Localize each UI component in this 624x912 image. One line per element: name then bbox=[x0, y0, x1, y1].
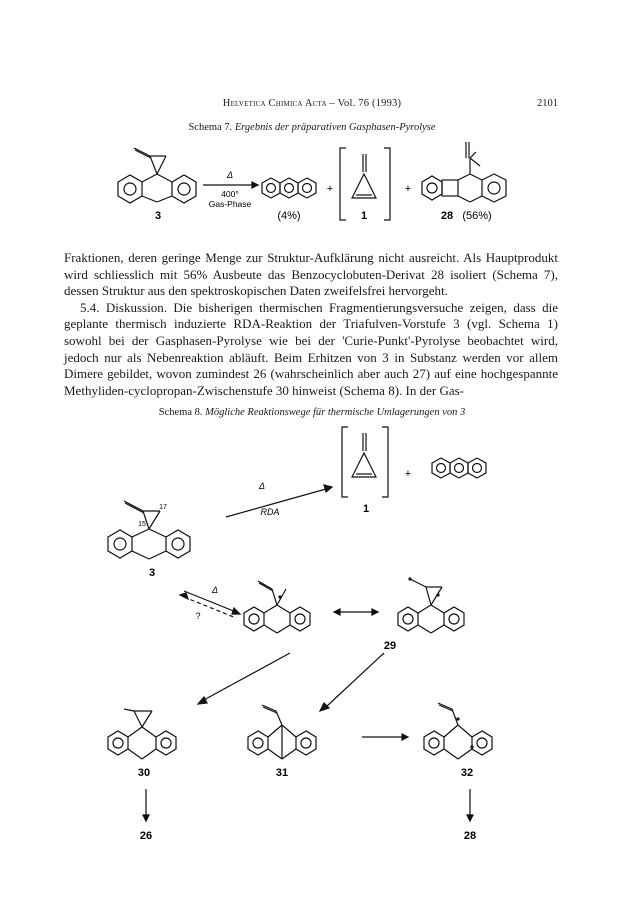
s8-atom17: 17 bbox=[159, 504, 167, 511]
page-number: 2101 bbox=[537, 98, 558, 109]
s8-compound-31-structure bbox=[248, 705, 316, 759]
compound-3-structure bbox=[118, 148, 196, 203]
s8-compound-29b-structure bbox=[398, 579, 464, 633]
schema7-arrow-mid: 400° bbox=[221, 189, 239, 199]
s8-label-31: 31 bbox=[275, 767, 289, 779]
s8-label-29: 29 bbox=[383, 640, 397, 652]
schema7-plus-2: + bbox=[404, 183, 412, 195]
s8-compound-32-structure bbox=[424, 703, 492, 759]
s8-compound-3-structure bbox=[108, 501, 190, 559]
schema7-plus-1: + bbox=[326, 183, 334, 195]
compound-28-structure bbox=[422, 142, 506, 202]
anthracene-structure bbox=[262, 178, 316, 198]
schema7-caption bbox=[0, 122, 624, 133]
schema8-caption-title: Mögliche Reaktionswege für thermische Umlagerungen von 3 bbox=[205, 407, 466, 418]
s8-question: ? bbox=[195, 611, 201, 621]
s8-anthracene-structure bbox=[432, 458, 486, 478]
s8-label-30: 30 bbox=[137, 767, 151, 779]
s8-compound-29a-structure bbox=[244, 581, 310, 633]
s8-rda-delta: Δ bbox=[258, 481, 266, 491]
schema7-arrow-top: Δ bbox=[226, 170, 234, 180]
s8-label-1: 1 bbox=[362, 503, 370, 515]
paragraph-1: Fraktionen, deren geringe Menge zur Struktur-Aufklärung nicht ausreicht. Als Hauptprodukt wird schliesslich mit 56% Ausbeute das Benzocyclobuten-Derivat 28 isoliert (Schema 7), dessen Struktur aus den spektroskopischen Daten zweifelsfrei hervorgeht. bbox=[64, 250, 558, 299]
schema7-label-1: 1 bbox=[360, 210, 368, 222]
paragraph-2: 5.4. Diskussion. Die bisherigen thermischen Fragmentierungsversuche zeigen, dass die geplante thermisch induzierte RDA-Reaktion der Triafulven-Vorstufe 3 (vgl. Schema 1) sowohl bei der Gasphasen-Pyrolyse wie bei der 'Curie-Punkt'-Pyrolyse beobachtet wird, jedoch nur als Nebenreaktion abläuft. Beim Erhitzen von 3 in Substanz werden vor allem Dimere gebildet, wovon zumindest 26 (wahrscheinlich aber auch 27) auf eine hochgespannte Methyliden-cyclopropan-Zwischenstufe 30 hinweist (Schema 8). In der Gas- bbox=[64, 299, 558, 398]
body-text bbox=[64, 250, 558, 399]
s8-label-32: 32 bbox=[460, 767, 474, 779]
schema7-caption-prefix: Schema 7. bbox=[188, 122, 233, 133]
s8-label-26: 26 bbox=[139, 830, 153, 842]
s8-plus: + bbox=[404, 468, 412, 480]
s8-label-3: 3 bbox=[148, 567, 156, 579]
schema8-caption-prefix: Schema 8. bbox=[158, 407, 203, 418]
schema7-label-28: 28 bbox=[440, 210, 454, 222]
schema7-label-3: 3 bbox=[154, 210, 162, 222]
schema7-arrow-bottom: Gas-Phase bbox=[208, 199, 252, 209]
s8-label-28: 28 bbox=[463, 830, 477, 842]
journal-line: Helvetica Chimica Acta – Vol. 76 (1993) bbox=[222, 98, 402, 109]
schema7-product-yield: (56%) bbox=[462, 210, 492, 222]
schema8-figure bbox=[0, 425, 624, 865]
schema7-anthracene-yield: (4%) bbox=[277, 210, 301, 222]
journal-name: Helvetica Chimica Acta bbox=[222, 98, 327, 109]
schema7-caption-title: Ergebnis der präparativen Gasphasen-Pyrolyse bbox=[234, 122, 436, 133]
s8-compound-30-structure bbox=[108, 709, 176, 759]
schema8-caption bbox=[0, 407, 624, 418]
schema7-figure bbox=[0, 138, 624, 238]
journal-volume: Vol. 76 (1993) bbox=[337, 98, 402, 109]
s8-triafulvene-structure bbox=[342, 427, 388, 497]
s8-atom15: 15 bbox=[138, 521, 146, 528]
s8-delta2: Δ bbox=[211, 585, 219, 595]
s8-rda-label: RDA bbox=[260, 507, 280, 517]
